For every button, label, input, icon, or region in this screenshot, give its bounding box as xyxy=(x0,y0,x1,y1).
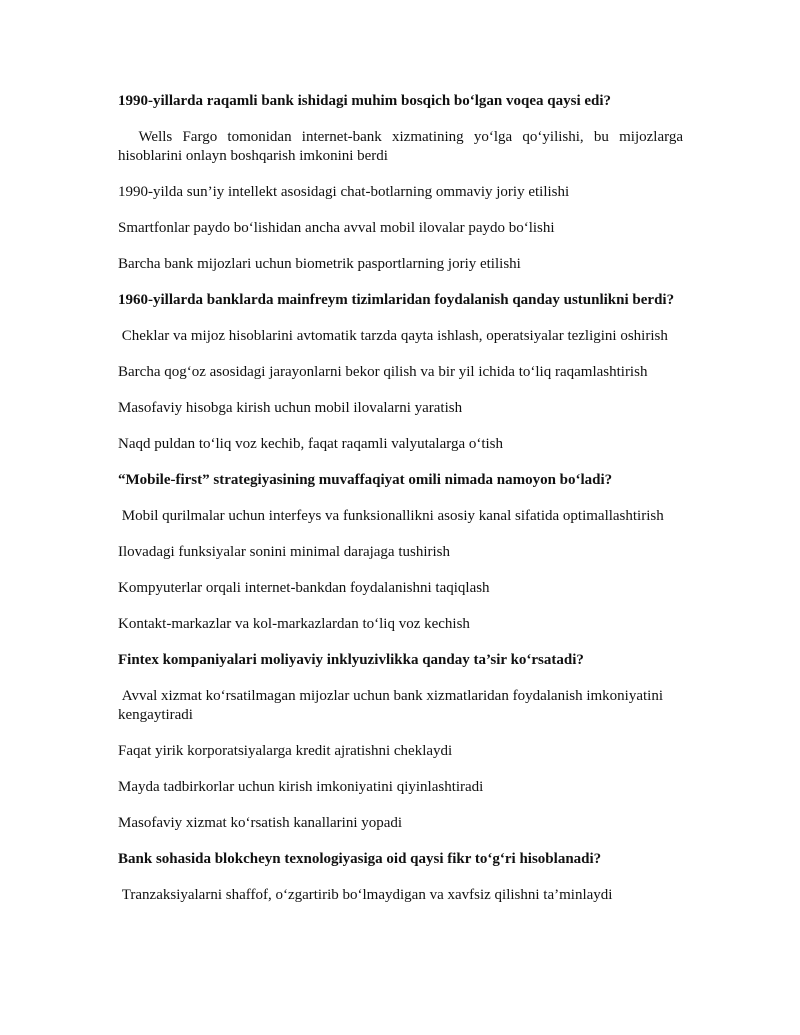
question-3: “Mobile-first” strategiyasining muvaffaqiyat omili nimada namoyon bo‘ladi? xyxy=(118,472,613,488)
question-4-option-4: Masofaviy xizmat ko‘rsatish kanallarini yopadi xyxy=(118,815,403,831)
question-3-option-1: Mobil qurilmalar uchun interfeys va funksionallikni asosiy kanal sifatida optimallashtirish xyxy=(118,508,664,524)
question-2-option-3: Masofaviy hisobga kirish uchun mobil ilovalarni yaratish xyxy=(118,400,463,416)
question-2: 1960-yillarda banklarda mainfreym tizimlaridan foydalanish qanday ustunlikni berdi? xyxy=(118,292,675,308)
question-3-option-3: Kompyuterlar orqali internet-bankdan foydalanishni taqiqlash xyxy=(118,580,490,596)
question-4-option-3: Mayda tadbirkorlar uchun kirish imkoniyatini qiyinlashtiradi xyxy=(118,779,484,795)
question-4-option-1: Avval xizmat ko‘rsatilmagan mijozlar uchun bank xizmatlaridan foydalanish imkoniyatini kengaytiradi xyxy=(118,688,667,723)
question-1-option-3: Smartfonlar paydo bo‘lishidan ancha avval mobil ilovalar paydo bo‘lishi xyxy=(118,220,555,236)
question-1-option-2: 1990-yilda sun’iy intellekt asosidagi chat-botlarning ommaviy joriy etilishi xyxy=(118,184,570,200)
question-1: 1990-yillarda raqamli bank ishidagi muhim bosqich bo‘lgan voqea qaysi edi? xyxy=(118,93,612,109)
question-2-option-1: Cheklar va mijoz hisoblarini avtomatik tarzda qayta ishlash, operatsiyalar tezligini oshirish xyxy=(118,328,668,344)
quiz-content xyxy=(118,92,687,922)
question-3-option-2: Ilovadagi funksiyalar sonini minimal darajaga tushirish xyxy=(118,544,451,560)
question-3-option-4: Kontakt-markazlar va kol-markazlardan to‘liq voz kechish xyxy=(118,616,470,632)
question-5-option-1: Tranzaksiyalarni shaffof, o‘zgartirib bo‘lmaydigan va xavfsiz qilishni ta’minlaydi xyxy=(118,887,613,903)
question-2-option-4: Naqd puldan to‘liq voz kechib, faqat raqamli valyutalarga o‘tish xyxy=(118,436,504,452)
question-5: Bank sohasida blokcheyn texnologiyasiga oid qaysi fikr to‘g‘ri hisoblanadi? xyxy=(118,851,602,867)
question-4: Fintex kompaniyalari moliyaviy inklyuzivlikka qanday ta’sir ko‘rsatadi? xyxy=(118,652,584,668)
question-4-option-2: Faqat yirik korporatsiyalarga kredit ajratishni cheklaydi xyxy=(118,743,453,759)
question-1-option-4: Barcha bank mijozlari uchun biometrik pasportlarning joriy etilishi xyxy=(118,256,521,272)
question-2-option-2: Barcha qog‘oz asosidagi jarayonlarni bekor qilish va bir yil ichida to‘liq raqamlashtirish xyxy=(118,364,648,380)
question-1-option-1: Wells Fargo tomonidan internet-bank xizmatining yo‘lga qo‘yilishi, bu mijozlarga hisoblarini onlayn boshqarish imkonini berdi xyxy=(118,129,687,164)
